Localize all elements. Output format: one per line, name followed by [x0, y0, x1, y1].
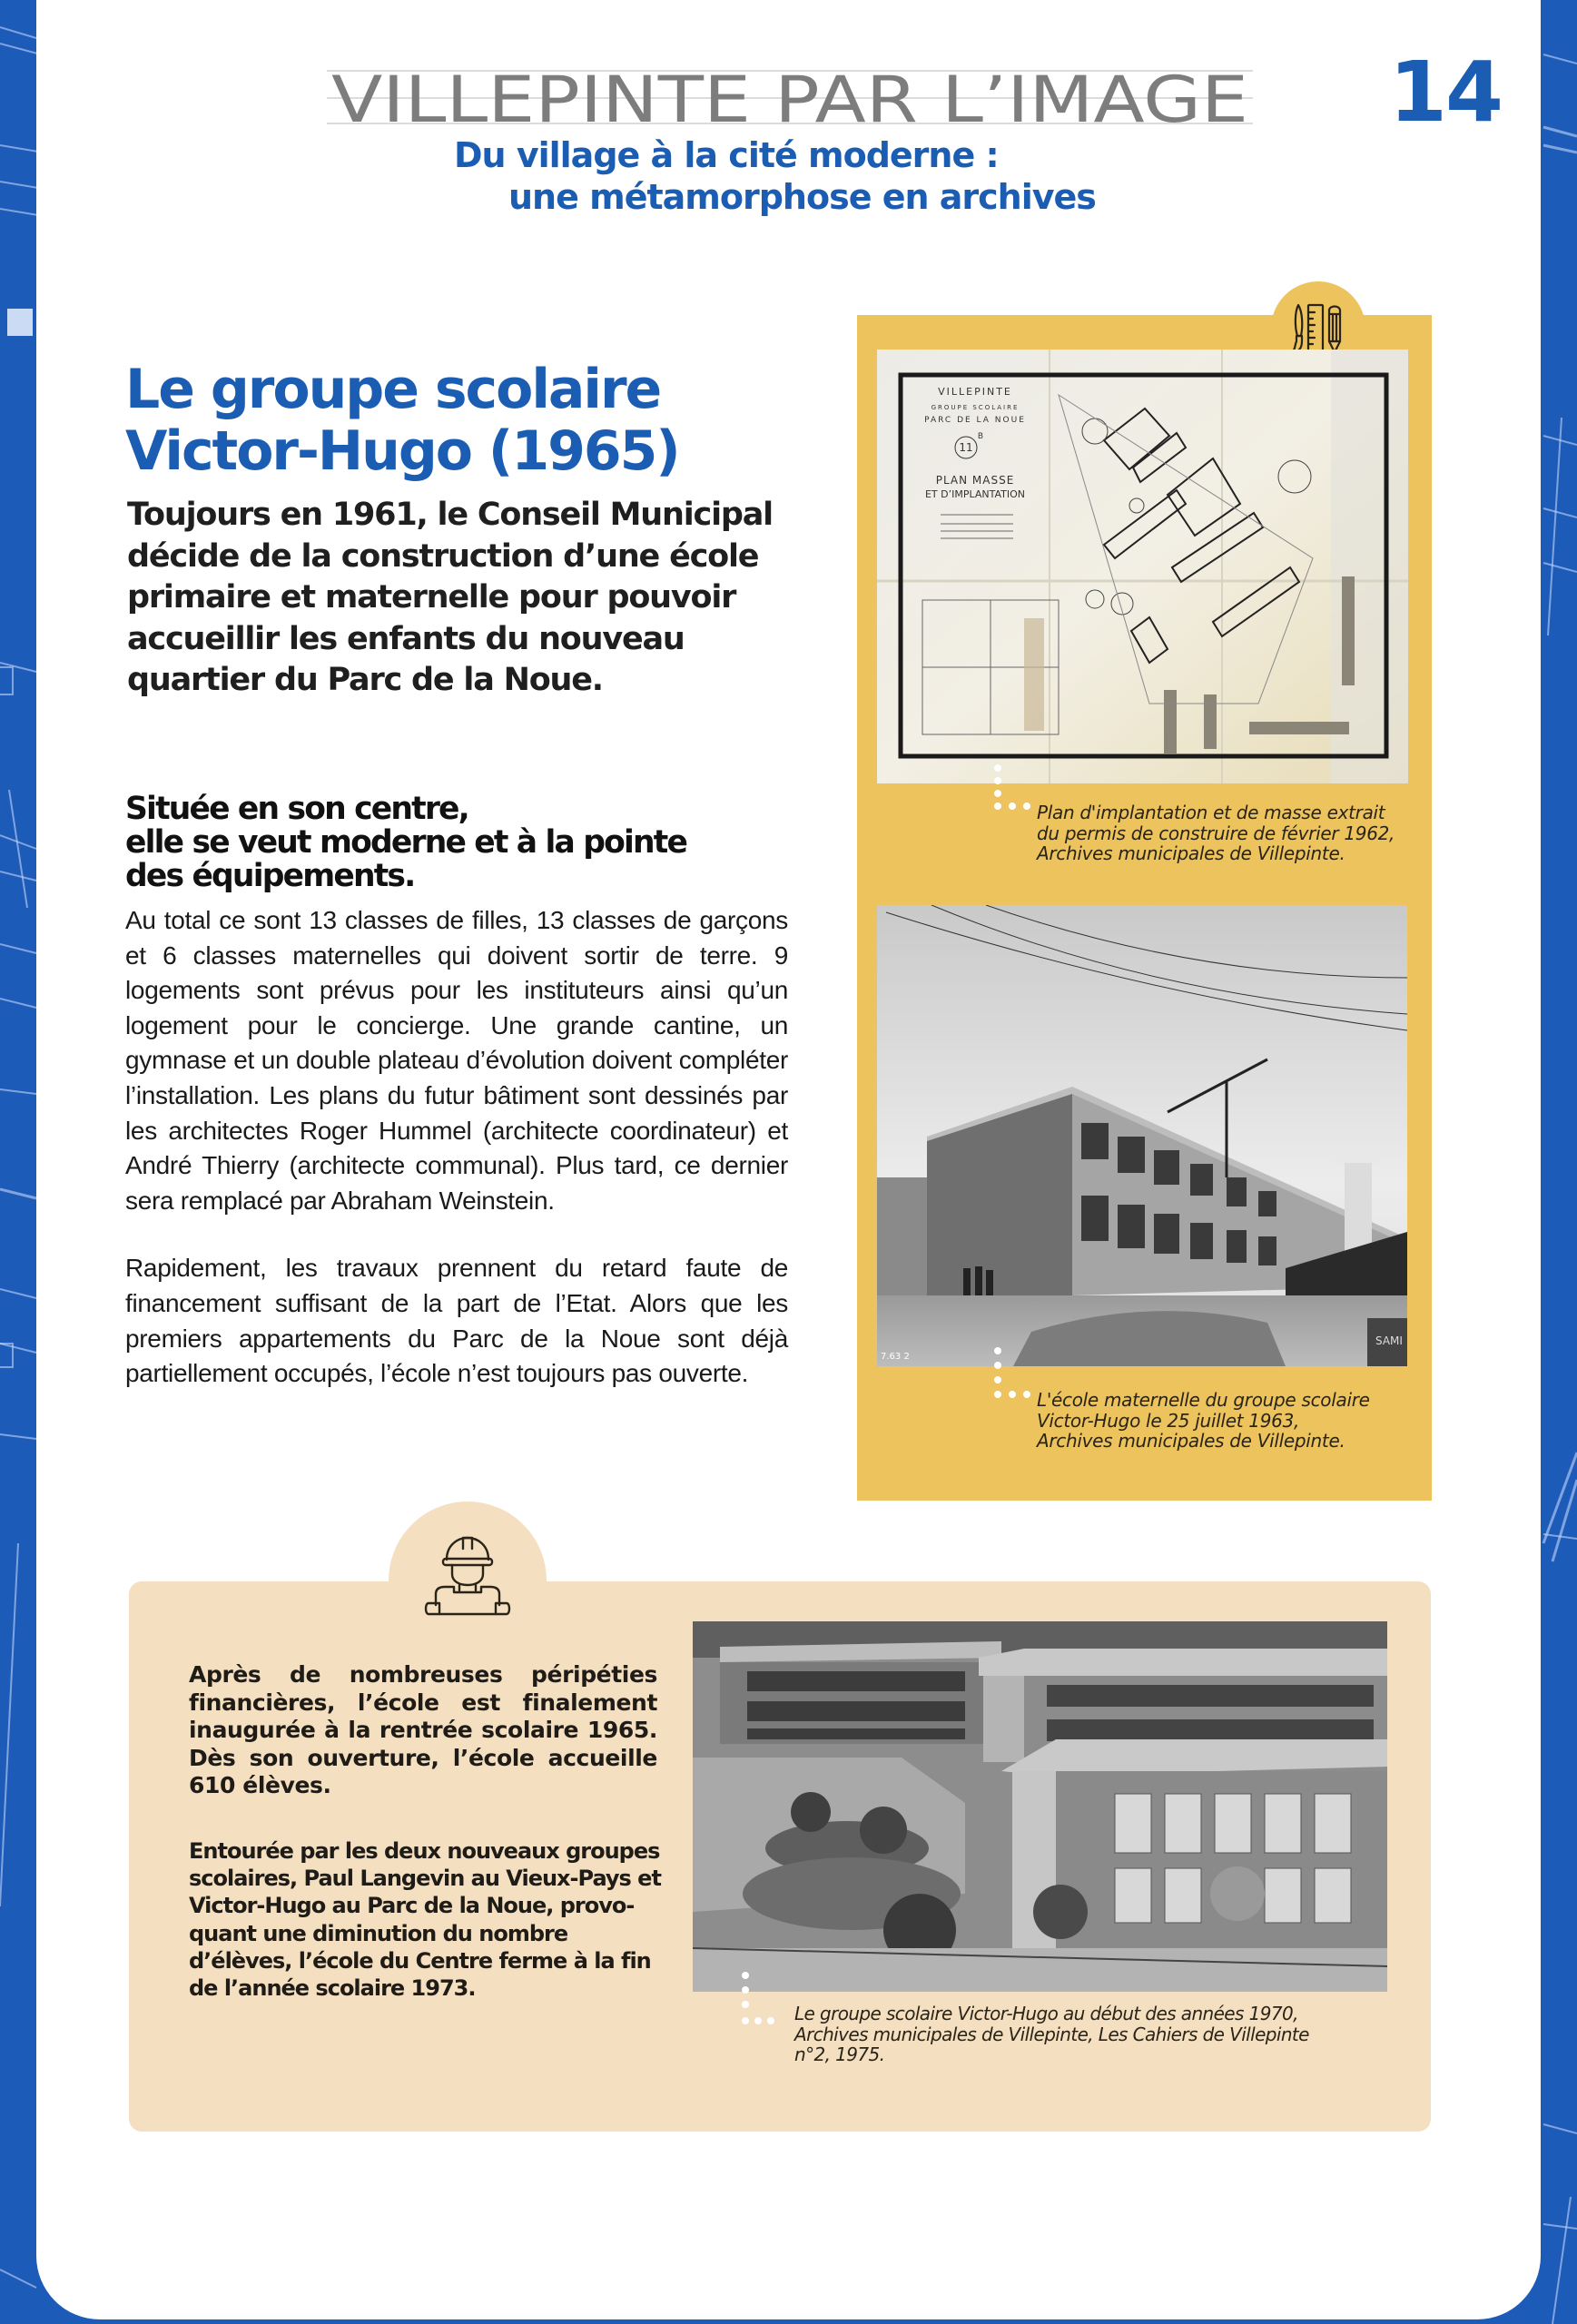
brand-title-text: VILLEPINTE PAR L’IMAGE — [331, 63, 1248, 134]
caption-2-line-2: Victor-Hugo le 25 juillet 1963, — [1037, 1409, 1300, 1432]
caption-school-1970 — [794, 2004, 1385, 2065]
article-title-line-2: Victor-Hugo (1965) — [125, 419, 679, 483]
plan-title-4: PLAN MASSE — [935, 474, 1015, 487]
site-plan-photo — [877, 350, 1408, 783]
caption-2-line-3: Archives municipales de Villepinte. — [1037, 1430, 1345, 1452]
article-title — [125, 359, 815, 482]
plan-title-3: PARC DE LA NOUE — [924, 416, 1026, 425]
caption-3-line-3: n°2, 1975. — [794, 2043, 885, 2065]
caption-3-line-1: Le groupe scolaire Victor-Hugo au début des années 1970, — [794, 2003, 1298, 2024]
subtitle-line-2: une métamorphose en archives — [508, 177, 1096, 217]
lead-line-3: des équipements. — [125, 858, 415, 894]
school-1970-photo — [693, 1621, 1387, 1992]
article-intro: Toujours en 1961, le Conseil Municipal décide de la construction d’une école primaire et maternelle pour pouvoir accueillir les enfants du nouveau quartier du Parc de la Noue. — [127, 497, 773, 698]
photo-2-sign: SAMI — [1375, 1334, 1403, 1347]
caption-3-dots — [742, 1972, 778, 2034]
page-number: 14 — [1389, 44, 1503, 141]
plan-title-1: VILLEPINTE — [938, 386, 1012, 398]
caption-2-dots — [994, 1347, 1030, 1407]
plan-title-2: GROUPE SCOLAIRE — [931, 404, 1020, 411]
construction-worker-icon — [419, 1532, 516, 1616]
construction-photo — [877, 905, 1407, 1366]
caption-3-line-2: Archives municipales de Villepinte, Les Cahiers de Villepinte — [794, 2023, 1309, 2045]
caption-1-line-2: du permis de construire de février 1962, — [1037, 822, 1395, 844]
caption-1-dots — [994, 764, 1030, 819]
page-subtitle — [454, 134, 1180, 218]
article-title-line-1: Le groupe scolaire — [125, 358, 661, 421]
caption-2-line-1: L'école maternelle du groupe scolaire — [1037, 1389, 1370, 1411]
caption-1-line-3: Archives municipales de Villepinte. — [1037, 842, 1345, 864]
lead-line-1: Située en son centre, — [125, 791, 468, 827]
section-lead — [125, 793, 815, 893]
body-paragraph-2: Rapidement, les travaux prennent du retard faute de financement suffisant de la part de l’Etat. Alors que les premiers appartements du Parc de la Noue sont déjà partiellement occupés, l’école n’est toujours pas ouverte. — [125, 1254, 788, 1388]
caption-1-line-1: Plan d'implantation et de masse extrait — [1037, 802, 1385, 823]
article-body — [125, 903, 788, 1424]
subtitle-line-1: Du village à la cité moderne : — [454, 135, 999, 175]
closing-bold-text: Après de nombreuses péripéties financières, l’école est finalement inaugurée à la rentrée scolaire 1965. Dès son ouverture, l’école accueille 610 élèves. — [189, 1661, 657, 1798]
closing-text: Entourée par les deux nouveaux groupes scolaires, Paul Langevin au Vieux-Pays et Victor-Hugo au Parc de la Noue, provo-quant une diminution du nombre d’élèves, l’école du Centre ferme à la fin de l’année scolaire 1973. — [189, 1838, 661, 2002]
plan-number: 11 — [959, 441, 973, 454]
caption-construction — [1037, 1390, 1427, 1452]
caption-site-plan — [1037, 803, 1427, 864]
body-paragraph-1: Au total ce sont 13 classes de filles, 13 classes de garçons et 6 classes maternelles qui doivent sortir de terre. 9 logements sont prévus pour les instituteurs ainsi qu’un logement pour le concierge. Une grande cantine, un gymnase et un double plateau d’évolution doivent compléter l’installation. Les plans du futur bâtiment sont dessinés par les architectes Roger Hummel (architecte coordinateur) et André Thierry (architecte communal). Plus tard, ce dernier sera remplacé par Abraham Weinstein. — [125, 906, 788, 1215]
lead-line-2: elle se veut moderne et à la pointe — [125, 824, 687, 861]
brand-title — [327, 62, 1253, 134]
photo-2-stamp: 7.63 2 — [881, 1352, 910, 1362]
plan-number-suffix: B — [977, 432, 984, 441]
plan-title-5: ET D’IMPLANTATION — [924, 488, 1026, 500]
